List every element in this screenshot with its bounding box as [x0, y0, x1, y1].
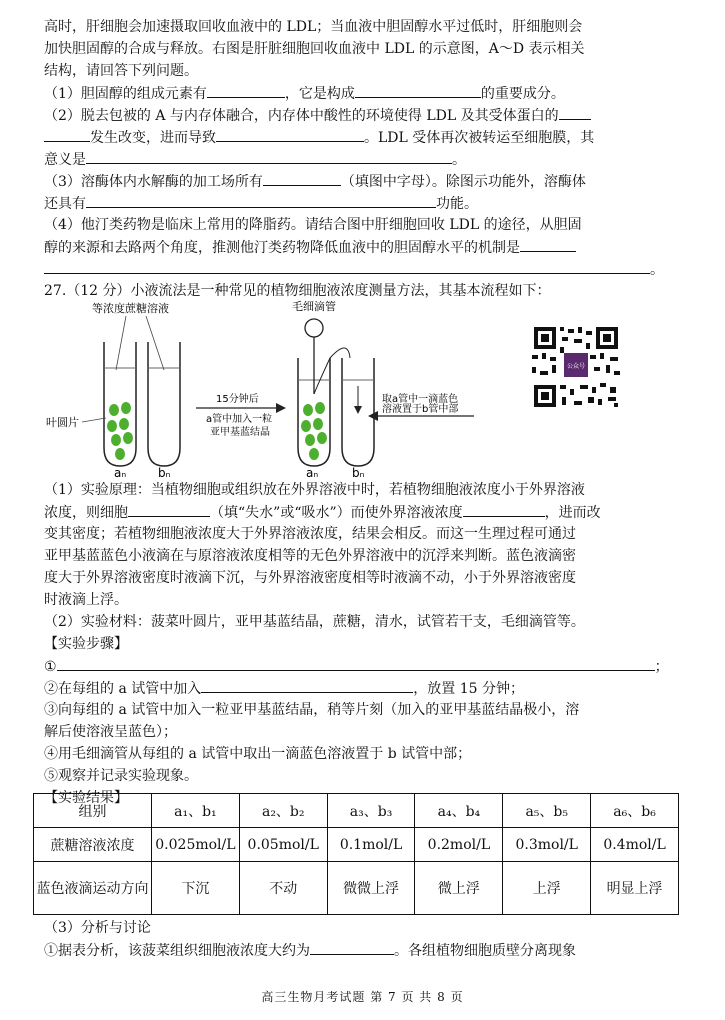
concentration-cell: 0.05mol/L [239, 828, 327, 862]
label-solution: 等浓度蔗糖溶液 [92, 302, 169, 315]
concentration-cell: 0.3mol/L [503, 828, 591, 862]
concentration-cell: 0.4mol/L [591, 828, 679, 862]
qr-code [528, 325, 624, 409]
answer-blank[interactable] [86, 192, 436, 208]
direction-cell: 下沉 [152, 862, 240, 915]
results-table [33, 793, 679, 915]
tube-a-label: aₙ [114, 466, 127, 480]
group-cell: a₁、b₁ [152, 794, 240, 828]
answer-blank[interactable] [520, 236, 576, 252]
question-26-block: 高时，肝细胞会加速摄取回收血液中的 LDL；当血液中胆固醇水平过低时，肝细胞则会 加快胆固醇的合成与释放。右图是肝脏细胞回收血液中 LDL 的示意图，A～D 表示相关 结构，请回答下列问题。 （1）胆固醇的组成元素有 ，它是构成 的重要成分。 （2）脱去包被的 A 与内存体融合，内存体中酸性的环境使得 LDL 及其受体蛋白的 发生改变，进而导致 。LDL 受体再次被转运至细胞膜，其 意义是 。 （3）溶酶体内水解酶的加工场所有 （填图中字母）。除图示功能外，溶酶体 还具有 功能。 （4）他汀类药物是临床上常用的降脂药。请结合图中肝细胞回收 LDL 的途径，从胆固 醇的来源和去路两个角度，推测他汀类药物降低血液中的胆固醇水平的机制是 。 27.（12 分）小液流法是一种常见的植物细胞液浓度测量方法，其基本流程如下： [44, 16, 680, 302]
question-27-block: （1）实验原理：当植物细胞或组织放在外界溶液中时，若植物细胞液浓度小于外界溶液 浓度，则细胞 （填“失水”或“吸水”）而使外界溶液浓度 ，进而改 变其密度；若植物细胞液浓度大于外界溶液浓度，结果会相反。而这一生理过程可通过 亚甲基蓝蓝色小液滴在与原溶液浓度相等的无色外界溶液中的沉浮来判断。蓝色液滴密 度大于外界溶液密度时液滴下沉，与外界溶液密度相等时液滴不动，小于外界溶液密度 时液滴上浮。 （2）实验材料：菠菜叶圆片，亚甲基蓝结晶，蔗糖，清水，试管若干支，毛细滴管等。 【实验步骤】 ① ； ②在每组的 a 试管中加入 ，放置 15 分钟； ③向每组的 a 试管中加入一粒亚甲基蓝结晶，稍等片刻（加入的亚甲基蓝结晶极小，溶 解后使溶液呈蓝色）； ④用毛细滴管从每组的 a 试管中取出一滴蓝色溶液置于 b 试管中部； ⑤观察并记录实验现象。 【实验结果】 [44, 479, 680, 809]
group-cell: a₄、b₄ [415, 794, 503, 828]
svg-text:aₙ: aₙ [306, 466, 319, 480]
group-cell: a₅、b₅ [503, 794, 591, 828]
q26-part4: （4）他汀类药物是临床上常用的降脂药。请结合图中肝细胞回收 LDL 的途径，从胆固 [44, 217, 582, 233]
row-header: 蓝色液滴运动方向 [34, 862, 152, 915]
answer-blank[interactable] [128, 501, 210, 517]
intro-line: 高时，肝细胞会加速摄取回收血液中的 LDL；当血液中胆固醇水平过低时，肝细胞则会 [44, 19, 583, 35]
materials-line: （2）实验材料：菠菜叶圆片，亚甲基蓝结晶，蔗糖，清水，试管若干支，毛细滴管等。 [44, 614, 585, 630]
tube-b-before [148, 342, 180, 466]
table-row [34, 794, 679, 828]
group-cell: a₃、b₃ [327, 794, 415, 828]
svg-text:取a管中一滴蓝色: 取a管中一滴蓝色 [382, 394, 459, 405]
answer-blank[interactable] [207, 82, 285, 98]
answer-blank[interactable] [44, 126, 90, 142]
answer-blank[interactable] [463, 501, 545, 517]
step-3: ③向每组的 a 试管中加入一粒亚甲基蓝结晶，稍等片刻（加入的亚甲基蓝结晶极小，溶 [44, 702, 580, 718]
q26-part3: （3）溶酶体内水解酶的加工场所有 （填图中字母）。除图示功能外，溶酶体 [44, 170, 680, 192]
direction-cell: 上浮 [503, 862, 591, 915]
table-row [34, 862, 679, 915]
concentration-cell: 0.025mol/L [152, 828, 240, 862]
tube-a-before [104, 342, 136, 466]
svg-text:15分钟后: 15分钟后 [216, 394, 259, 405]
svg-text:溶液置于b管中部: 溶液置于b管中部 [382, 404, 459, 415]
answer-blank[interactable] [57, 655, 655, 671]
svg-text:a管中加入一粒: a管中加入一粒 [206, 414, 273, 425]
direction-cell: 微微上浮 [327, 862, 415, 915]
label-dropper: 毛细滴管 [292, 300, 336, 313]
svg-text:公众号: 公众号 [566, 363, 586, 370]
tube-b-after [342, 358, 374, 466]
svg-text:bₙ: bₙ [352, 466, 365, 480]
intro-line: 结构，请回答下列问题。 [44, 63, 198, 79]
answer-blank[interactable] [355, 82, 481, 98]
concentration-cell: 0.2mol/L [415, 828, 503, 862]
q26-part1: （1）胆固醇的组成元素有 ，它是构成 的重要成分。 [44, 82, 680, 104]
step-4: ④用毛细滴管从每组的 a 试管中取出一滴蓝色溶液置于 b 试管中部； [44, 746, 472, 762]
label-leaf: 叶圆片 [46, 416, 79, 429]
concentration-cell: 0.1mol/L [327, 828, 415, 862]
tube-b-label: bₙ [158, 466, 171, 480]
answer-blank[interactable] [310, 939, 394, 955]
direction-cell: 明显上浮 [591, 862, 679, 915]
row-header: 蔗糖溶液浓度 [34, 828, 152, 862]
step-5: ⑤观察并记录实验现象。 [44, 768, 198, 784]
table-row [34, 828, 679, 862]
direction-cell: 不动 [239, 862, 327, 915]
answer-blank[interactable] [86, 148, 452, 164]
group-cell: a₂、b₂ [239, 794, 327, 828]
steps-title: 【实验步骤】 [44, 636, 128, 652]
arrow-step-2 [368, 392, 474, 421]
row-header: 组别 [34, 794, 152, 828]
q27-header: 27.（12 分）小液流法是一种常见的植物细胞液浓度测量方法，其基本流程如下： [44, 283, 551, 299]
dropper [305, 319, 350, 394]
results-title: 【实验结果】 [44, 790, 128, 806]
answer-blank[interactable] [559, 104, 591, 120]
group-cell: a₆、b₆ [591, 794, 679, 828]
analysis-block: （3）分析与讨论 ①据表分析，该菠菜组织细胞液浓度大约为 。各组植物细胞质壁分离现象 [44, 917, 680, 961]
arrow-step-1 [196, 392, 286, 438]
answer-blank[interactable] [263, 170, 341, 186]
q26-part2: （2）脱去包被的 A 与内存体融合，内存体中酸性的环境使得 LDL 及其受体蛋白的 [44, 104, 680, 126]
analysis-title: （3）分析与讨论 [44, 920, 151, 936]
step-2: ②在每组的 a 试管中加入 ，放置 15 分钟； [44, 677, 680, 699]
page-footer: 高三生物月考试题 第 7 页 共 8 页 [261, 990, 464, 1004]
step-1: ① ； [44, 655, 680, 677]
answer-blank[interactable] [216, 126, 364, 142]
answer-blank[interactable] [201, 677, 413, 693]
answer-blank[interactable] [44, 258, 650, 274]
intro-line: 加快胆固醇的合成与释放。右图是肝脏细胞回收血液中 LDL 的示意图，A～D 表示相关 [44, 41, 585, 57]
direction-cell: 微上浮 [415, 862, 503, 915]
svg-text:亚甲基蓝结晶: 亚甲基蓝结晶 [210, 427, 270, 438]
